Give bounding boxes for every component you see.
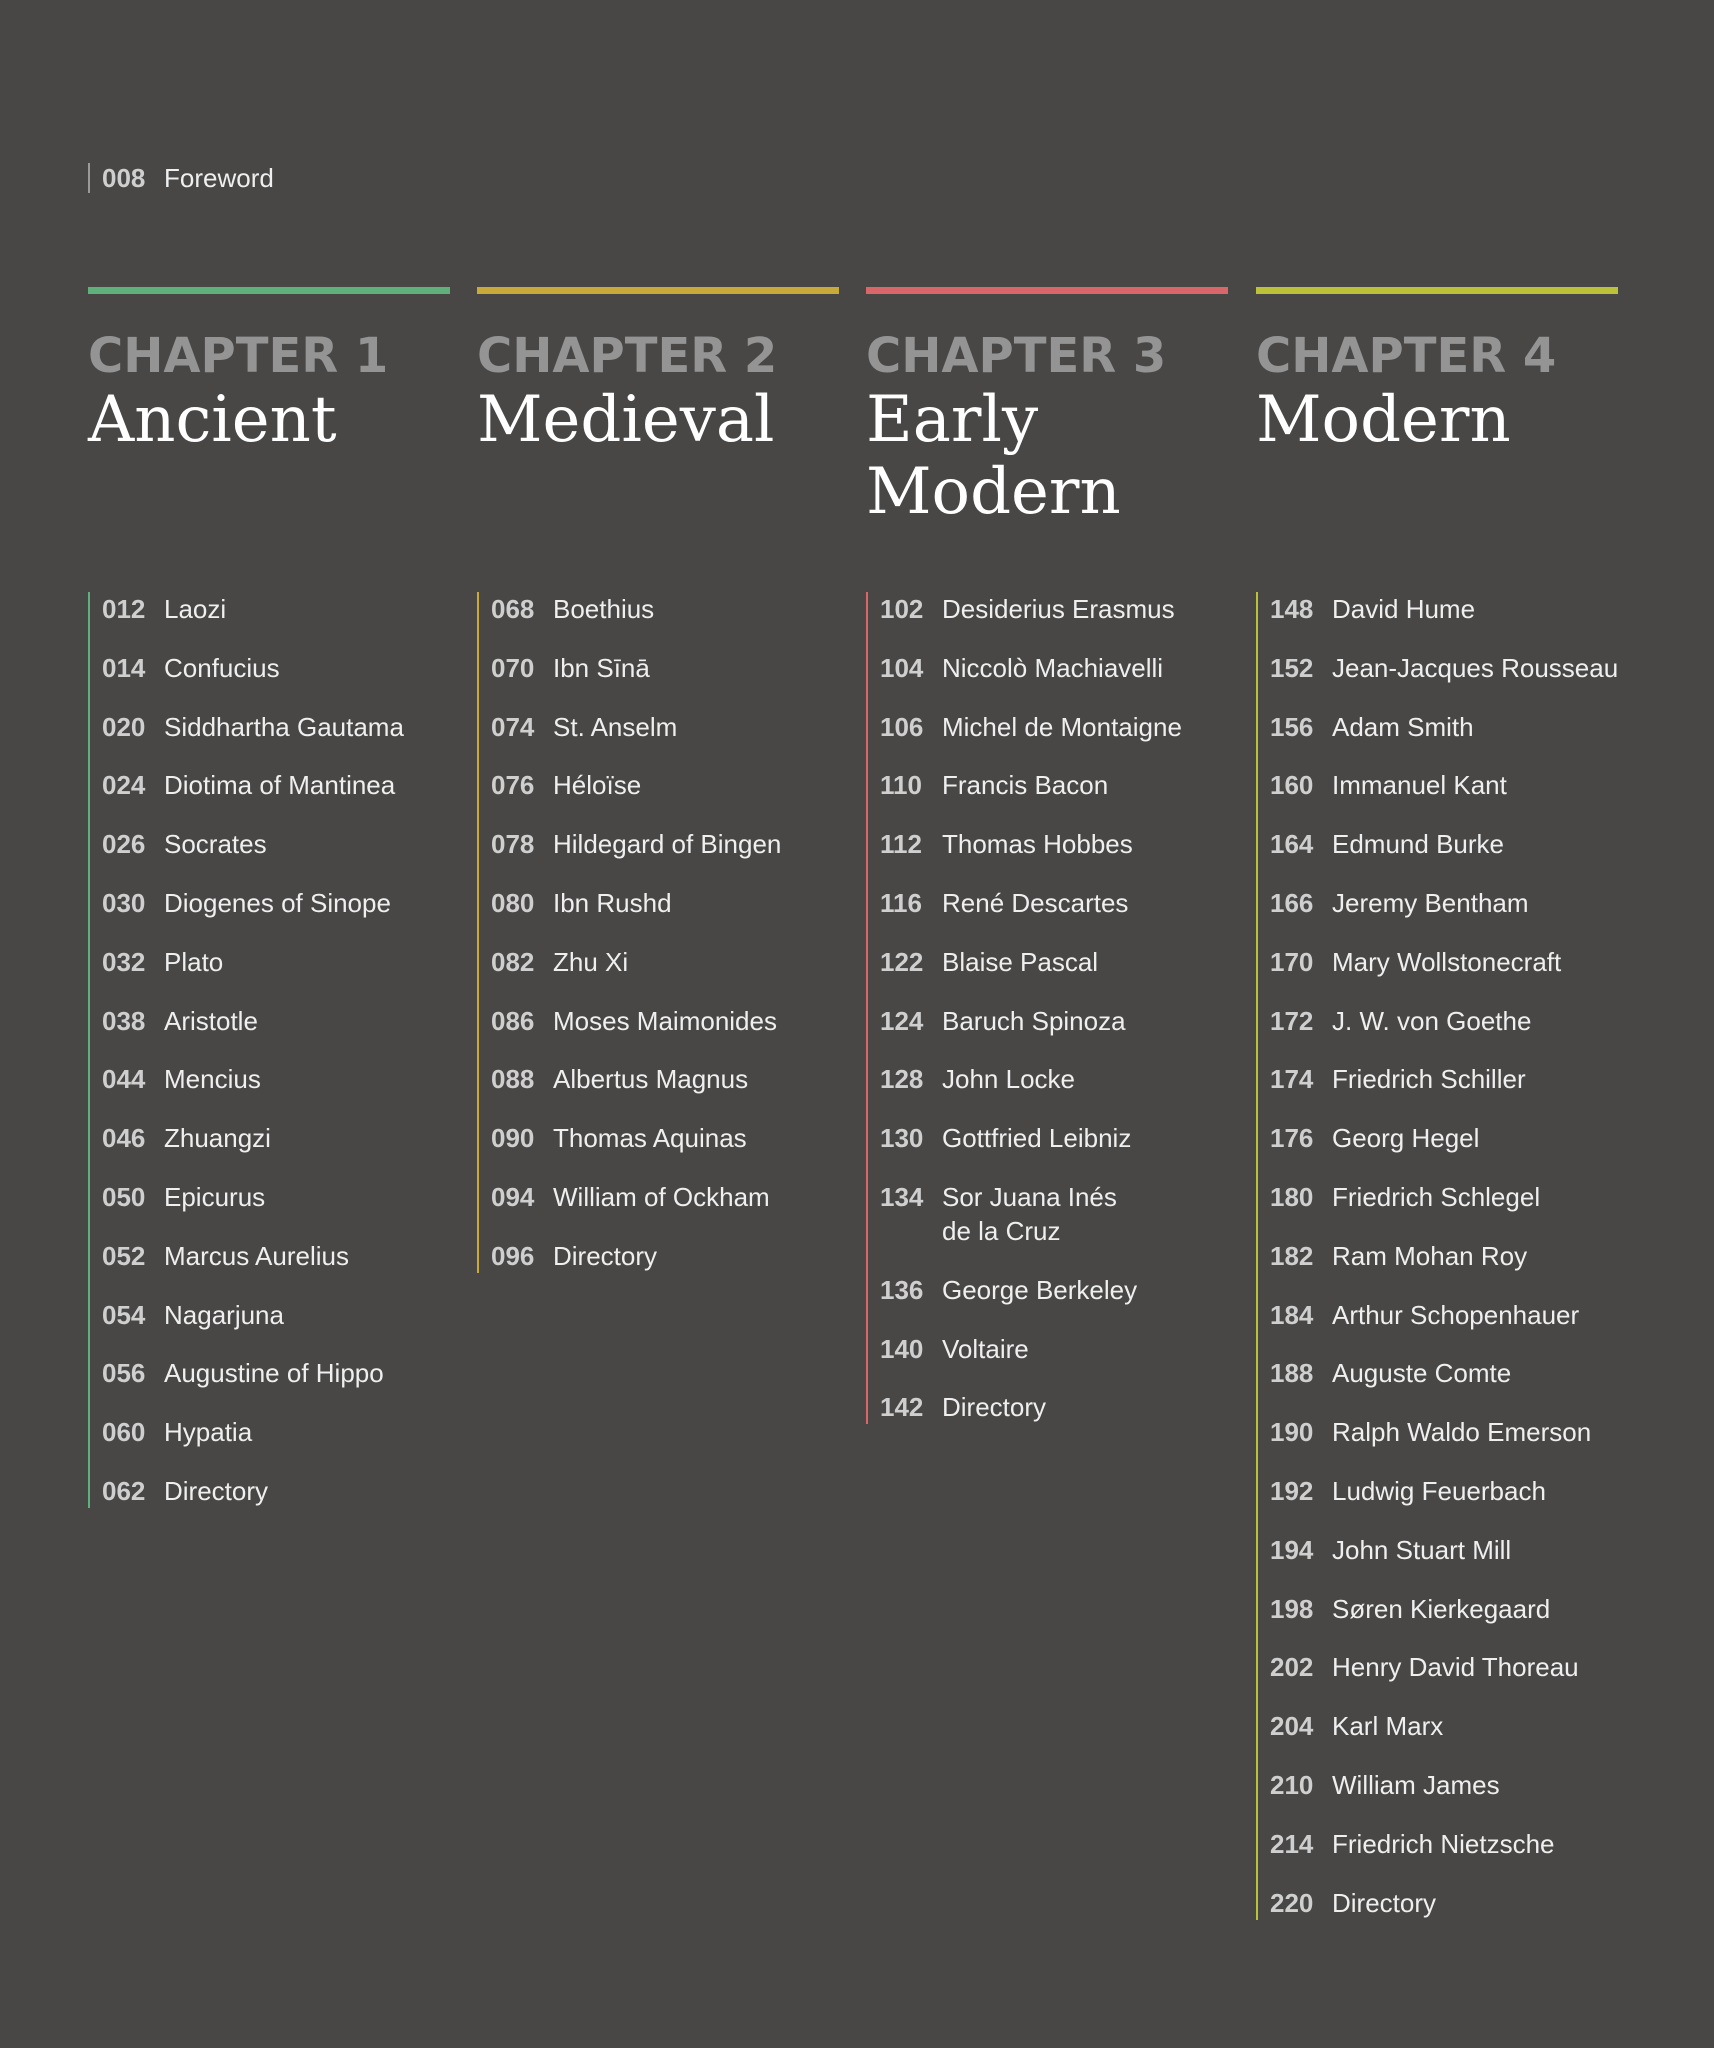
toc-entry[interactable] (880, 651, 1260, 685)
entry-title: Siddhartha Gautama (164, 711, 404, 742)
page-number: 214 (1270, 1828, 1314, 1859)
toc-entry[interactable] (102, 1180, 482, 1214)
entry-title: Søren Kierkegaard (1332, 1593, 1551, 1624)
entry-title: Friedrich Nietzsche (1332, 1828, 1555, 1859)
entry-title: Ralph Waldo Emerson (1332, 1417, 1592, 1448)
entry-title: Friedrich Schlegel (1332, 1181, 1541, 1212)
toc-entry[interactable] (1270, 827, 1650, 861)
toc-entry[interactable] (880, 768, 1260, 802)
toc-entry[interactable] (491, 1062, 871, 1096)
toc-entry[interactable] (102, 1356, 482, 1390)
entry-title: Zhuangzi (164, 1123, 271, 1154)
foreword-label: Foreword (164, 162, 274, 193)
toc-entry[interactable] (880, 710, 1260, 744)
page-number: 012 (102, 594, 146, 624)
page-number: 076 (491, 770, 535, 801)
page-number: 170 (1270, 946, 1314, 977)
chapter-3-title: Early Modern (866, 383, 1121, 529)
chapter-4-entries (1256, 592, 1650, 1920)
toc-entry[interactable] (1270, 1474, 1650, 1508)
toc-entry[interactable] (880, 945, 1260, 979)
page-number: 220 (1270, 1887, 1314, 1918)
toc-entry[interactable] (102, 1298, 482, 1332)
toc-entry[interactable] (880, 1332, 1260, 1366)
toc-entry[interactable] (102, 1121, 482, 1155)
entry-title: St. Anselm (553, 711, 678, 742)
entry-title: John Locke (942, 1064, 1075, 1095)
entry-title: Mary Wollstonecraft (1332, 946, 1562, 977)
entry-title: Blaise Pascal (942, 946, 1099, 977)
page-number: 102 (880, 594, 924, 624)
page-number: 082 (491, 946, 535, 977)
entry-title: Sor Juana Inés de la Cruz (942, 1181, 1117, 1246)
page-number: 204 (1270, 1711, 1314, 1742)
entry-title: Epicurus (164, 1181, 266, 1212)
entry-title: J. W. von Goethe (1332, 1005, 1532, 1036)
entry-title: Directory (553, 1240, 658, 1271)
page-number: 190 (1270, 1417, 1314, 1448)
toc-entry[interactable] (491, 768, 871, 802)
toc-entry[interactable] (102, 1062, 482, 1096)
entry-title: Albertus Magnus (553, 1064, 749, 1095)
chapter-1-header (88, 287, 450, 456)
entry-title: Boethius (553, 594, 655, 624)
chapter-3-color-rule (866, 287, 1228, 294)
entry-title: Hypatia (164, 1417, 253, 1448)
entry-title: Socrates (164, 829, 267, 860)
toc-entry[interactable] (491, 1180, 871, 1214)
toc-entry[interactable] (491, 886, 871, 920)
entry-title: Directory (942, 1392, 1047, 1423)
page-number: 110 (880, 770, 922, 801)
toc-entry[interactable] (102, 768, 482, 802)
page-number: 078 (491, 829, 535, 860)
toc-entry[interactable] (1270, 1592, 1650, 1626)
entry-title: Edmund Burke (1332, 829, 1504, 860)
page-number: 122 (880, 946, 924, 977)
chapter-2-entries (477, 592, 871, 1273)
entry-title: Jean-Jacques Rousseau (1332, 652, 1619, 683)
entry-title: Adam Smith (1332, 711, 1474, 742)
page-number: 164 (1270, 829, 1314, 860)
toc-entry[interactable] (102, 886, 482, 920)
chapter-3-header (866, 287, 1228, 528)
entry-title: Thomas Hobbes (942, 829, 1133, 860)
entry-title: Mencius (164, 1064, 261, 1095)
chapter-4-header (1256, 287, 1618, 456)
foreword-entry[interactable] (88, 163, 274, 193)
chapter-2-header (477, 287, 839, 456)
page-number: 166 (1270, 887, 1314, 918)
page-number: 062 (102, 1475, 146, 1506)
chapter-3-entries (866, 592, 1260, 1424)
toc-entry[interactable] (1270, 651, 1650, 685)
page-number: 020 (102, 711, 146, 742)
toc-entry[interactable] (491, 1121, 871, 1155)
toc-entry[interactable] (1270, 945, 1650, 979)
page-number: 044 (102, 1064, 146, 1095)
toc-entry[interactable] (102, 1474, 482, 1508)
entry-title: Marcus Aurelius (164, 1240, 349, 1271)
toc-entry[interactable] (102, 827, 482, 861)
page-number: 052 (102, 1240, 146, 1271)
entry-title: Diotima of Mantinea (164, 770, 396, 801)
toc-entry[interactable] (102, 1415, 482, 1449)
toc-entry[interactable] (1270, 1356, 1650, 1390)
page-number: 024 (102, 770, 146, 801)
page-number: 068 (491, 594, 535, 624)
page-number: 176 (1270, 1123, 1314, 1154)
toc-entry[interactable] (491, 592, 871, 626)
toc-entry[interactable] (880, 1273, 1260, 1307)
toc-entry[interactable] (1270, 1650, 1650, 1684)
toc-entry[interactable] (1270, 1768, 1650, 1802)
entry-title: Nagarjuna (164, 1299, 284, 1330)
page-number: 056 (102, 1358, 146, 1389)
page-number: 094 (491, 1181, 535, 1212)
page-number: 194 (1270, 1534, 1314, 1565)
entry-title: John Stuart Mill (1332, 1534, 1512, 1565)
entry-title: Michel de Montaigne (942, 711, 1182, 742)
page-number: 148 (1270, 594, 1314, 624)
page-number: 198 (1270, 1593, 1314, 1624)
entry-title: Jeremy Bentham (1332, 887, 1529, 918)
entry-title: David Hume (1332, 594, 1476, 624)
entry-title: Niccolò Machiavelli (942, 652, 1164, 683)
entry-title: Immanuel Kant (1332, 770, 1507, 801)
entry-title: Hildegard of Bingen (553, 829, 782, 860)
toc-entry[interactable] (880, 886, 1260, 920)
toc-entry[interactable] (1270, 768, 1650, 802)
toc-entry[interactable] (491, 1004, 871, 1038)
entry-title: Desiderius Erasmus (942, 594, 1175, 624)
page-number: 174 (1270, 1064, 1314, 1095)
entry-title: Francis Bacon (942, 770, 1109, 801)
entry-title: Arthur Schopenhauer (1332, 1299, 1580, 1330)
toc-entry[interactable] (880, 827, 1260, 861)
entry-title: Moses Maimonides (553, 1005, 777, 1036)
foreword-page-number: 008 (102, 162, 146, 193)
page-number: 130 (880, 1123, 924, 1154)
entry-title: Aristotle (164, 1005, 258, 1036)
entry-title: René Descartes (942, 887, 1129, 918)
entry-title: Baruch Spinoza (942, 1005, 1126, 1036)
page-number: 030 (102, 887, 146, 918)
entry-title: Gottfried Leibniz (942, 1123, 1132, 1154)
chapter-2-title: Medieval (477, 383, 775, 457)
page-number: 104 (880, 652, 924, 683)
toc-entry[interactable] (880, 1390, 1260, 1424)
toc-entry[interactable] (1270, 1533, 1650, 1567)
chapter-1-entries (88, 592, 482, 1508)
toc-entry[interactable] (102, 1004, 482, 1038)
toc-entry[interactable] (1270, 1827, 1650, 1861)
page-number: 086 (491, 1005, 535, 1036)
entry-title: Voltaire (942, 1333, 1029, 1364)
entry-title: Henry David Thoreau (1332, 1652, 1579, 1683)
entry-title: Plato (164, 946, 224, 977)
page-number: 060 (102, 1417, 146, 1448)
entry-title: Laozi (164, 594, 227, 624)
page-number: 184 (1270, 1299, 1314, 1330)
page-number: 032 (102, 946, 146, 977)
page-number: 140 (880, 1333, 924, 1364)
toc-entry[interactable] (491, 827, 871, 861)
toc-entry[interactable] (102, 651, 482, 685)
toc-entry[interactable] (102, 592, 482, 626)
toc-entry[interactable] (1270, 1004, 1650, 1038)
page-number: 172 (1270, 1005, 1314, 1036)
page-number: 160 (1270, 770, 1314, 801)
toc-entry[interactable] (1270, 710, 1650, 744)
toc-entry[interactable] (1270, 1121, 1650, 1155)
toc-entry[interactable] (102, 1239, 482, 1273)
page-number: 124 (880, 1005, 924, 1036)
page-number: 156 (1270, 711, 1314, 742)
entry-title: Directory (1332, 1887, 1437, 1918)
toc-entry[interactable] (880, 1004, 1260, 1038)
page-number: 128 (880, 1064, 924, 1095)
page-number: 050 (102, 1181, 146, 1212)
page-number: 202 (1270, 1652, 1314, 1683)
chapter-4-title: Modern (1256, 383, 1511, 457)
page-number: 136 (880, 1274, 924, 1305)
chapter-4-label: CHAPTER 4 (1256, 328, 1557, 384)
page-number: 112 (880, 829, 922, 860)
entry-title: Auguste Comte (1332, 1358, 1512, 1389)
toc-entry[interactable] (1270, 1180, 1650, 1214)
page-number: 038 (102, 1005, 146, 1036)
entry-title: Ludwig Feuerbach (1332, 1475, 1546, 1506)
toc-entry[interactable] (1270, 1062, 1650, 1096)
chapter-2-color-rule (477, 287, 839, 294)
entry-title: Georg Hegel (1332, 1123, 1480, 1154)
toc-entry[interactable] (491, 651, 871, 685)
page-number: 188 (1270, 1358, 1314, 1389)
toc-entry[interactable] (491, 710, 871, 744)
entry-title: Thomas Aquinas (553, 1123, 747, 1154)
page-number: 106 (880, 711, 924, 742)
toc-entry[interactable] (880, 592, 1260, 626)
page-number: 116 (880, 887, 922, 918)
page-number: 014 (102, 652, 146, 683)
page-number: 192 (1270, 1475, 1314, 1506)
toc-entry[interactable] (1270, 1886, 1650, 1920)
page-number: 152 (1270, 652, 1314, 683)
page-number: 182 (1270, 1240, 1314, 1271)
chapter-2-label: CHAPTER 2 (477, 328, 778, 384)
entry-title: Confucius (164, 652, 280, 683)
chapter-4-color-rule (1256, 287, 1618, 294)
entry-title: Zhu Xi (553, 946, 629, 977)
entry-title: Directory (164, 1475, 269, 1506)
page-number: 210 (1270, 1769, 1314, 1800)
entry-title: Ibn Sīnā (553, 652, 650, 683)
entry-title: William James (1332, 1769, 1500, 1800)
entry-title: Ram Mohan Roy (1332, 1240, 1528, 1271)
page-number: 046 (102, 1123, 146, 1154)
chapter-1-color-rule (88, 287, 450, 294)
page-number: 090 (491, 1123, 535, 1154)
chapter-1-label: CHAPTER 1 (88, 328, 389, 384)
page-number: 070 (491, 652, 535, 683)
toc-entry[interactable] (1270, 886, 1650, 920)
toc-entry[interactable] (102, 710, 482, 744)
toc-entry[interactable] (491, 945, 871, 979)
entry-title: Héloïse (553, 770, 642, 801)
toc-entry[interactable] (1270, 1415, 1650, 1449)
toc-entry[interactable] (1270, 1709, 1650, 1743)
page-number: 054 (102, 1299, 146, 1330)
page-number: 088 (491, 1064, 535, 1095)
page-number: 134 (880, 1181, 924, 1212)
entry-title: Augustine of Hippo (164, 1358, 384, 1389)
toc-entry[interactable] (102, 945, 482, 979)
page-number: 026 (102, 829, 146, 860)
toc-entry[interactable] (1270, 592, 1650, 626)
toc-entry[interactable] (1270, 1239, 1650, 1273)
entry-title: Diogenes of Sinope (164, 887, 391, 918)
entry-title: Karl Marx (1332, 1711, 1444, 1742)
entry-title: Friedrich Schiller (1332, 1064, 1526, 1095)
toc-entry[interactable] (880, 1121, 1260, 1155)
entry-title: William of Ockham (553, 1181, 770, 1212)
page-number: 096 (491, 1240, 535, 1271)
toc-entry[interactable] (880, 1062, 1260, 1096)
chapter-3-label: CHAPTER 3 (866, 328, 1167, 384)
toc-entry[interactable] (1270, 1298, 1650, 1332)
page-number: 080 (491, 887, 535, 918)
toc-entry[interactable] (880, 1180, 1260, 1248)
toc-entry[interactable] (491, 1239, 871, 1273)
page-number: 180 (1270, 1181, 1314, 1212)
entry-title: George Berkeley (942, 1274, 1138, 1305)
page-number: 142 (880, 1392, 924, 1423)
entry-title: Ibn Rushd (553, 887, 672, 918)
page-number: 074 (491, 711, 535, 742)
chapter-1-title: Ancient (88, 383, 337, 457)
